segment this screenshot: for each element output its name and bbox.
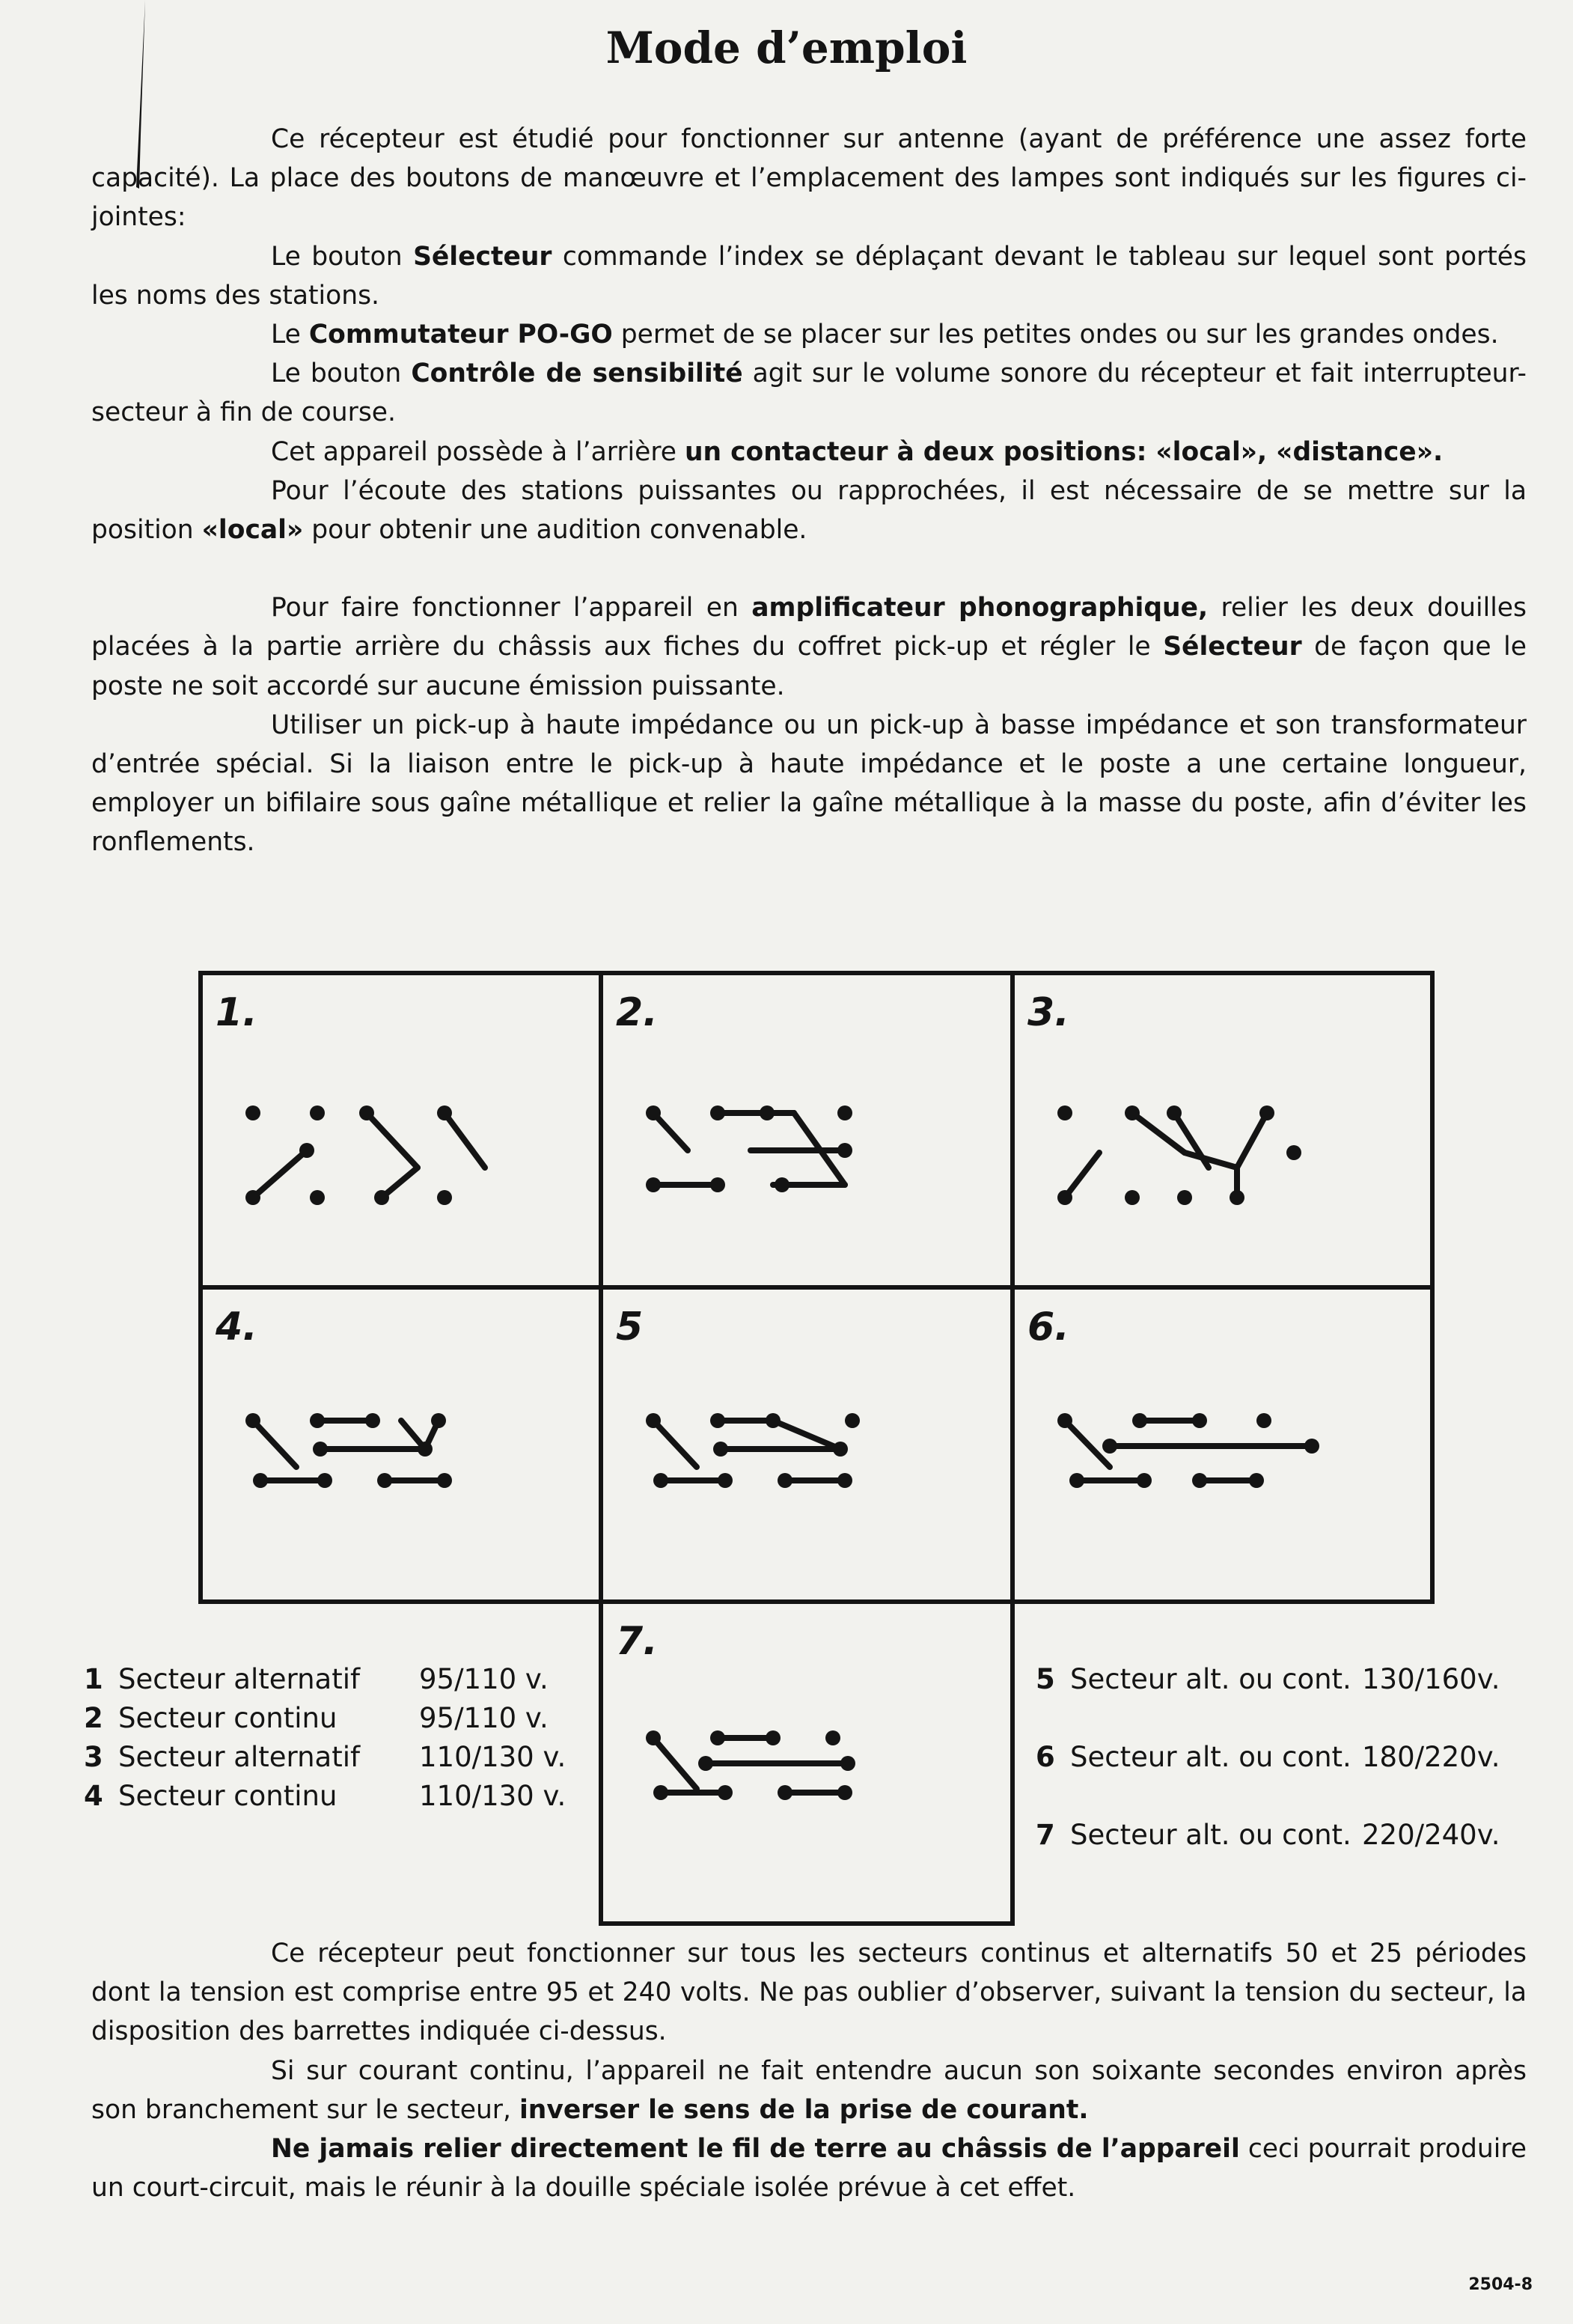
terminal-dot bbox=[1192, 1413, 1207, 1428]
paragraph-text: Pour l’écoute des stations puissantes ou rapprochées, il est nécessaire de se mettre sur la position bbox=[91, 475, 1527, 546]
emphasis-text: Sélecteur bbox=[1163, 632, 1302, 662]
diagram-panel-label: 3. bbox=[1027, 990, 1069, 1035]
terminal-dot bbox=[1249, 1473, 1264, 1488]
diagram-panel-label: 1. bbox=[216, 990, 257, 1035]
jumper-bar bbox=[253, 1150, 307, 1198]
paragraph-text: Le bouton bbox=[271, 359, 412, 389]
jumper-bar bbox=[445, 1113, 485, 1168]
diagram-panel-7 bbox=[616, 1619, 855, 1800]
legend-label: Secteur alt. ou cont. bbox=[1070, 1741, 1351, 1773]
paragraph-text: Utiliser un pick-up à haute impédance ou un pick-up à basse impédance et son transformateur d’entrée spécial. Si la liaison entre le pick-up à haute impédance et le poste a une certaine longueur, employer un bifilaire sous gaîne métallique et relier la gaîne métallique à la masse du poste, afin d’éviter les ronflements. bbox=[91, 710, 1527, 858]
paragraph-text: Ce récepteur est étudié pour fonctionner sur antenne (ayant de préférence une assez forte capacité). La place des boutons de manœuvre et l’emplacement des lampes sont indiqués sur les figures ci-jointes: bbox=[91, 124, 1527, 233]
terminal-dot bbox=[713, 1442, 728, 1457]
legend-number: 7 bbox=[1036, 1819, 1055, 1851]
terminal-dot bbox=[698, 1756, 713, 1771]
paragraph-text: permet de se placer sur les petites ondes ou sur les grandes ondes. bbox=[612, 320, 1499, 350]
paragraph-text: pour obtenir une audition convenable. bbox=[303, 515, 807, 546]
legend-voltage: 110/130 v. bbox=[419, 1741, 566, 1773]
legend-number: 2 bbox=[84, 1702, 103, 1734]
terminal-dot bbox=[1137, 1473, 1152, 1488]
emphasis-text: «local» bbox=[201, 515, 304, 546]
diagram-panel-label: 5 bbox=[616, 1305, 644, 1349]
terminal-dot bbox=[825, 1730, 840, 1745]
page-title: Mode d’emploi bbox=[605, 22, 968, 73]
diagram-panel-label: 2. bbox=[616, 990, 658, 1035]
terminal-dot bbox=[1259, 1105, 1274, 1120]
terminal-dot bbox=[837, 1785, 852, 1800]
jumper-bar bbox=[653, 1113, 688, 1150]
terminal-dot bbox=[718, 1785, 733, 1800]
legend-voltage: 95/110 v. bbox=[419, 1702, 549, 1734]
instructions-lower bbox=[91, 1934, 1527, 2207]
paragraph-text: Si sur courant continu, l’appareil ne fait entendre aucun son soixante secondes environ après son branchement sur le secteur, bbox=[91, 2055, 1527, 2125]
terminal-dot bbox=[245, 1190, 260, 1205]
terminal-dot bbox=[710, 1105, 725, 1120]
terminal-dot bbox=[310, 1413, 325, 1428]
emphasis-text: Sélecteur bbox=[413, 241, 552, 272]
terminal-dot bbox=[310, 1105, 325, 1120]
terminal-dot bbox=[1286, 1145, 1301, 1160]
terminal-dot bbox=[1057, 1105, 1072, 1120]
paragraph-text: Le bouton bbox=[271, 241, 414, 272]
legend-voltage: 130/160v. bbox=[1362, 1663, 1500, 1695]
paragraph-text: Ce récepteur peut fonctionner sur tous les secteurs continus et alternatifs 50 et 25 périodes dont la tension est comprise entre 95 et 240 volts. Ne pas oublier d’observer, suivant la tension du secteur, la disposition des barrettes indiquée ci-dessus. bbox=[91, 1939, 1527, 2047]
terminal-dot bbox=[653, 1473, 668, 1488]
terminal-dot bbox=[837, 1473, 852, 1488]
terminal-dot bbox=[778, 1473, 792, 1488]
terminal-dot bbox=[299, 1143, 314, 1158]
diagram-panel-label: 7. bbox=[616, 1619, 658, 1664]
legend-label: Secteur continu bbox=[118, 1702, 337, 1734]
terminal-dot bbox=[653, 1785, 668, 1800]
jumper-bar bbox=[253, 1421, 296, 1467]
diagram-panel-label: 4. bbox=[216, 1305, 257, 1349]
terminal-dot bbox=[840, 1756, 855, 1771]
emphasis-text: Commutateur PO-GO bbox=[308, 320, 613, 350]
paragraph-text: relier les deux douilles placées à la partie arrière du châssis aux fiches du coffret pick-up et régler le bbox=[91, 593, 1527, 662]
terminal-dot bbox=[431, 1413, 446, 1428]
legend_right-row bbox=[1036, 1663, 1500, 1695]
legend-number: 3 bbox=[84, 1741, 103, 1773]
terminal-dot bbox=[253, 1473, 268, 1488]
jumper-bar bbox=[367, 1113, 418, 1168]
terminal-dot bbox=[646, 1105, 661, 1120]
jumper-bar bbox=[773, 1421, 840, 1449]
terminal-dot bbox=[1192, 1473, 1207, 1488]
legend-number: 5 bbox=[1036, 1663, 1055, 1695]
terminal-dot bbox=[317, 1473, 332, 1488]
terminal-dot bbox=[718, 1473, 733, 1488]
legend-label: Secteur alternatif bbox=[118, 1663, 361, 1695]
terminal-dot bbox=[313, 1442, 328, 1457]
paragraph-text: Le bbox=[271, 320, 309, 350]
terminal-dot bbox=[1304, 1439, 1319, 1454]
terminal-dot bbox=[437, 1105, 452, 1120]
legend-voltage: 220/240v. bbox=[1362, 1819, 1500, 1851]
terminal-dot bbox=[245, 1105, 260, 1120]
terminal-dot bbox=[365, 1413, 380, 1428]
terminal-dot bbox=[245, 1413, 260, 1428]
paragraph-text: Cet appareil possède à l’arrière bbox=[271, 436, 685, 467]
paragraph-text: Pour faire fonctionner l’appareil en bbox=[271, 593, 752, 623]
terminal-dot bbox=[775, 1177, 789, 1192]
terminal-dot bbox=[833, 1442, 848, 1457]
terminal-dot bbox=[766, 1730, 781, 1745]
legend_left-row bbox=[84, 1663, 549, 1695]
paragraph-text: commande l’index se déplaçant devant le tableau sur lequel sont portés les noms des stations. bbox=[91, 241, 1527, 311]
jumper-bar bbox=[1065, 1153, 1099, 1198]
terminal-dot bbox=[710, 1177, 725, 1192]
jumper-bar bbox=[653, 1421, 697, 1467]
terminal-dot bbox=[646, 1730, 661, 1745]
terminal-dot bbox=[377, 1473, 392, 1488]
terminal-dot bbox=[1069, 1473, 1084, 1488]
emphasis-text: amplificateur phonographique, bbox=[751, 593, 1209, 623]
lower-paragraph bbox=[91, 2052, 1527, 2129]
terminal-dot bbox=[778, 1785, 792, 1800]
terminal-dot bbox=[837, 1105, 852, 1120]
terminal-dot bbox=[646, 1413, 661, 1428]
jumper-bar bbox=[1237, 1113, 1267, 1168]
terminal-dot bbox=[437, 1190, 452, 1205]
lower-paragraph bbox=[91, 1934, 1527, 2052]
terminal-dot bbox=[1177, 1190, 1192, 1205]
legend-voltage: 110/130 v. bbox=[419, 1780, 566, 1812]
paragraph-text: agit sur le volume sonore du récepteur et fait interrupteur-secteur à fin de course. bbox=[91, 359, 1527, 428]
diagram-panel-2 bbox=[616, 990, 852, 1192]
terminal-dot bbox=[374, 1190, 389, 1205]
terminal-dot bbox=[437, 1473, 452, 1488]
terminal-dot bbox=[845, 1413, 860, 1428]
legend-label: Secteur alt. ou cont. bbox=[1070, 1663, 1351, 1695]
emphasis-text: Ne jamais relier directement le fil de terre au châssis de l’appareil bbox=[271, 2134, 1240, 2165]
terminal-dot bbox=[1125, 1190, 1140, 1205]
terminal-dot bbox=[359, 1105, 374, 1120]
terminal-dot bbox=[1125, 1105, 1140, 1120]
legend-label: Secteur alternatif bbox=[118, 1741, 361, 1773]
legend-label: Secteur continu bbox=[118, 1780, 337, 1812]
terminal-dot bbox=[1256, 1413, 1271, 1428]
terminal-dot bbox=[646, 1177, 661, 1192]
diagram-panel-3 bbox=[1027, 990, 1301, 1205]
legend-voltage: 95/110 v. bbox=[419, 1663, 549, 1695]
paragraph-text: de façon que le poste ne soit accordé sur aucune émission puissante. bbox=[91, 632, 1527, 701]
terminal-dot bbox=[710, 1413, 725, 1428]
paragraph-text: ceci pourrait produire un court-circuit, mais le réunir à la douille spéciale isolée prévue à cet effet. bbox=[91, 2134, 1527, 2203]
legend-number: 6 bbox=[1036, 1741, 1055, 1773]
emphasis-text: un contacteur à deux positions: «local», «distance». bbox=[684, 436, 1444, 467]
emphasis-text: Contrôle de sensibilité bbox=[411, 359, 743, 389]
legend_right-row bbox=[1036, 1819, 1500, 1851]
legend_right-row bbox=[1036, 1741, 1500, 1773]
terminal-dot bbox=[1057, 1190, 1072, 1205]
legend_left-row bbox=[84, 1780, 566, 1812]
diagram-panel-1 bbox=[216, 990, 485, 1205]
terminal-dot bbox=[1132, 1413, 1147, 1428]
lower-paragraph bbox=[91, 2129, 1527, 2207]
legend_left-row bbox=[84, 1741, 566, 1773]
legend-label: Secteur alt. ou cont. bbox=[1070, 1819, 1351, 1851]
jumper-bar bbox=[1185, 1153, 1237, 1168]
terminal-dot bbox=[1167, 1105, 1182, 1120]
legend-voltage: 180/220v. bbox=[1362, 1741, 1500, 1773]
terminal-dot bbox=[766, 1413, 781, 1428]
diagram-panel-4 bbox=[215, 1305, 452, 1488]
diagram-panel-label: 6. bbox=[1027, 1305, 1069, 1349]
terminal-dot bbox=[1230, 1190, 1244, 1205]
jumper-bar bbox=[653, 1738, 697, 1789]
diagram-panel-5 bbox=[616, 1305, 860, 1488]
terminal-dot bbox=[1102, 1439, 1117, 1454]
terminal-dot bbox=[310, 1190, 325, 1205]
legend-number: 4 bbox=[84, 1780, 103, 1812]
terminal-dot bbox=[760, 1105, 775, 1120]
terminal-dot bbox=[418, 1442, 433, 1457]
emphasis-text: inverser le sens de la prise de courant. bbox=[519, 2094, 1089, 2125]
diagram-panel-6 bbox=[1027, 1305, 1319, 1488]
legend_left-row bbox=[84, 1702, 549, 1734]
document-code: 2504-8 bbox=[1468, 2275, 1533, 2294]
terminal-dot bbox=[710, 1730, 725, 1745]
terminal-dot bbox=[1057, 1413, 1072, 1428]
terminal-dot bbox=[837, 1143, 852, 1158]
legend-number: 1 bbox=[84, 1663, 103, 1695]
